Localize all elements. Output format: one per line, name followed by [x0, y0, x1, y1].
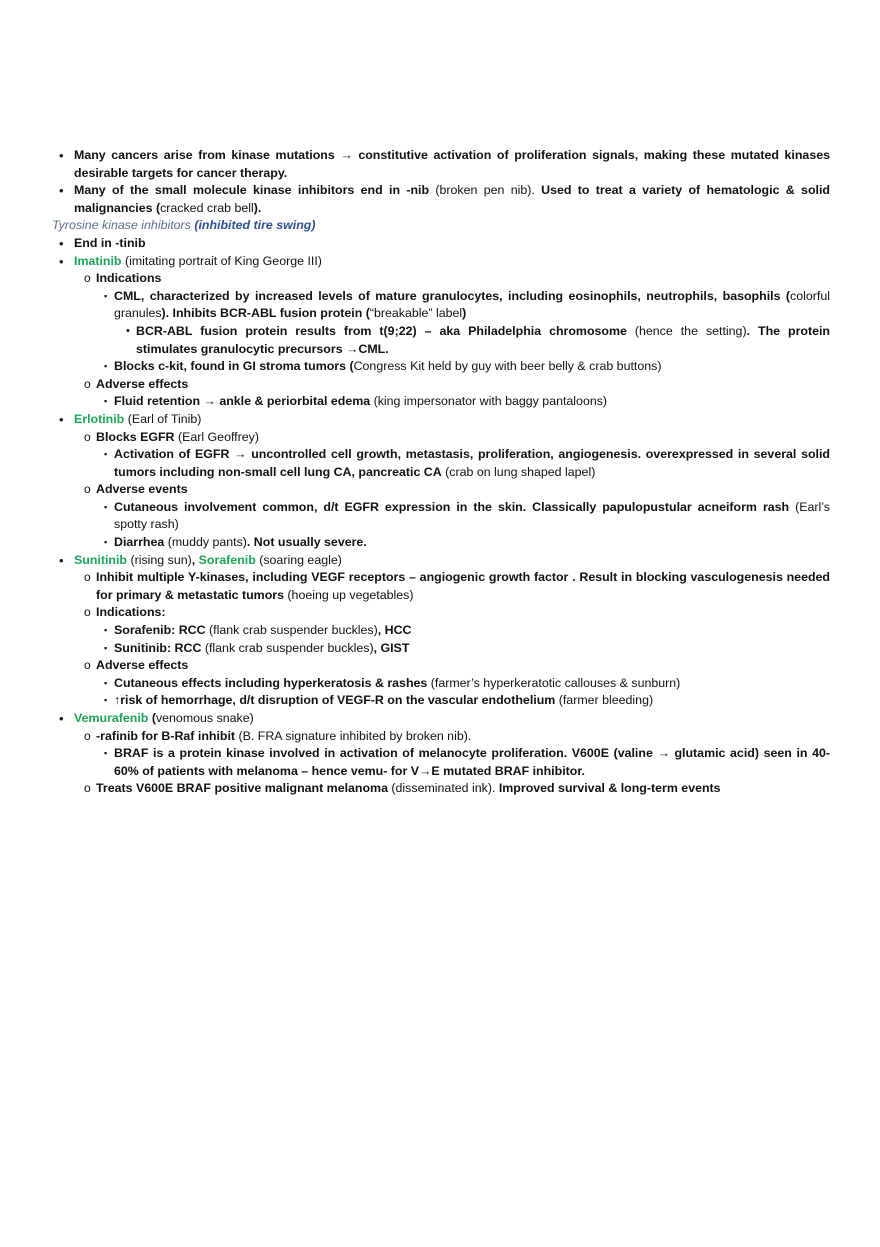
mnemonic-text: cracked crab bell — [160, 200, 254, 215]
subheading: Adverse events — [96, 482, 188, 497]
fact-text: , GIST — [373, 640, 410, 655]
drug-item-imatinib — [52, 253, 830, 271]
list-item — [52, 534, 830, 552]
list-item — [52, 182, 830, 217]
intro-kinase-mutations: Many cancers arise from kinase mutations → constitutive activation of proliferation signals, making these mutated kinases desirable targets for cancer therapy. — [74, 148, 830, 180]
fact-text: BRAF is a protein kinase involved in activation of melanocyte proliferation. V600E (valine → glutamic acid) seen in 40-60% of patients with melanoma – hence vemu- for V→E mutated BRAF inhibitor. — [114, 746, 830, 778]
mnemonic-text: (crab on lung shaped lapel) — [441, 464, 596, 479]
section-title: Tyrosine kinase inhibitors — [52, 218, 195, 233]
mnemonic-text: (flank crab suspender buckles) — [201, 640, 374, 655]
bullet: ▪ — [104, 290, 108, 301]
punctuation: ) — [462, 306, 467, 321]
bullet: • — [59, 711, 64, 726]
list-item — [52, 622, 830, 640]
bullet: o — [84, 658, 91, 673]
drug-item-vemurafenib — [52, 710, 830, 728]
mnemonic-text: (imitating portrait of King George III) — [121, 253, 322, 268]
bullet: ▪ — [104, 501, 108, 512]
fact-text: Cutaneous involvement common, d/t EGFR expression in the skin. Classically papulopustular acneiform rash — [114, 499, 790, 514]
drug-item-erlotinib — [52, 411, 830, 429]
fact-text: Cutaneous effects including hyperkeratosis & rashes — [114, 675, 428, 690]
subheading: Indications — [96, 271, 162, 286]
punctuation: ( — [148, 711, 156, 725]
list-item — [52, 235, 830, 253]
drug-item-sunitinib-sorafenib — [52, 552, 830, 570]
bullet: • — [59, 235, 64, 251]
list-item — [52, 358, 830, 376]
bullet: ▪ — [104, 695, 108, 706]
bullet: • — [126, 324, 130, 337]
fact-text: Improved survival & long-term events — [498, 781, 721, 796]
bullet: ▪ — [104, 642, 108, 653]
bullet: ▪ — [104, 625, 108, 636]
bullet: o — [84, 728, 91, 743]
section-mnemonic: (inhibited tire swing) — [194, 218, 316, 233]
fact-text: Diarrhea — [114, 535, 165, 550]
list-item — [52, 604, 830, 622]
fact-text: BCR-ABL fusion protein results from t(9;22) – aka Philadelphia chromosome — [136, 323, 627, 338]
subheading: Adverse effects — [96, 658, 189, 673]
fact-text: Fluid retention → ankle & periorbital edema — [114, 394, 371, 409]
list-item — [52, 745, 830, 780]
fact-text: Inhibit multiple Y-kinases, including VEGF receptors – angiogenic growth factor . Result in blocking vasculogenesis needed for primary & metastatic tumors — [96, 570, 830, 602]
mnemonic-text: (hence the setting) — [626, 323, 747, 338]
fact-text: Activation of EGFR → uncontrolled cell growth, metastasis, proliferation, angiogenesis. overexpressed in several solid tumors including non-small cell lung CA, pancreatic CA — [114, 447, 830, 479]
bullet: ▪ — [104, 449, 108, 460]
fact-text: Sorafenib: RCC — [114, 623, 206, 638]
section-heading — [52, 217, 830, 235]
fact-text: Treats V600E BRAF positive malignant melanoma — [96, 781, 388, 796]
bullet: ▪ — [104, 677, 108, 688]
mnemonic-text: (soaring eagle) — [255, 552, 342, 567]
fact-text: ↑risk of hemorrhage, d/t disruption of VEGF-R on the vascular endothelium — [114, 693, 556, 708]
fact-text: -rafinib for B-Raf inhibit — [96, 728, 236, 743]
drug-name: Sorafenib — [198, 552, 256, 567]
intro-uses: Used to treat a variety of hematologic & solid malignancies ( — [74, 183, 830, 215]
bullet: o — [84, 781, 91, 796]
list-item — [52, 728, 830, 746]
bullet: • — [59, 411, 64, 427]
bullet: ▪ — [104, 748, 108, 759]
bullet: o — [84, 271, 91, 286]
mnemonic-text: (Earl of Tinib) — [124, 411, 202, 426]
list-item — [52, 429, 830, 447]
mnemonic-text: (farmer bleeding) — [555, 693, 654, 708]
mnemonic-text: (rising sun) — [127, 552, 192, 567]
drug-name: Sunitinib — [74, 552, 127, 567]
bullet: • — [59, 253, 64, 269]
bullet: o — [84, 570, 91, 585]
bullet: • — [59, 183, 64, 199]
mnemonic-text: (farmer’s hyperkeratotic callouses & sunburn) — [427, 675, 681, 690]
fact-text: . The protein stimulates granulocytic precursors →CML. — [136, 323, 830, 356]
mnemonic-text: venomous snake) — [155, 711, 254, 725]
mnemonic-text: (flank crab suspender buckles) — [205, 623, 378, 638]
drug-name: Vemurafenib — [74, 711, 149, 725]
list-item — [52, 481, 830, 499]
bullet: o — [84, 482, 91, 497]
list-item — [52, 323, 830, 358]
bullet: ▪ — [104, 396, 108, 407]
list-item — [52, 692, 830, 710]
subheading: Indications: — [96, 605, 166, 620]
bullet: • — [59, 552, 64, 568]
drug-name: Erlotinib — [74, 411, 125, 426]
mnemonic-text: (broken pen nib). — [429, 183, 542, 198]
bullet: o — [84, 429, 91, 444]
intro-nib-suffix: Many of the small molecule kinase inhibitors end in -nib — [74, 183, 430, 198]
list-item — [52, 675, 830, 693]
list-item — [52, 569, 830, 604]
mnemonic-text: (B. FRA signature inhibited by broken nib). — [235, 728, 472, 743]
mnemonic-text: (king impersonator with baggy pantaloons) — [370, 394, 608, 409]
mnemonic-text: (Earl’s spotty rash) — [114, 499, 831, 532]
fact-text: ). Inhibits BCR-ABL fusion protein ( — [161, 306, 370, 321]
list-item — [52, 393, 830, 411]
list-item — [52, 499, 830, 534]
notes-body — [52, 147, 830, 798]
list-item — [52, 376, 830, 394]
subheading: Adverse effects — [96, 376, 189, 391]
fact-text: CML, characterized by increased levels of mature granulocytes, including eosinophils, neutrophils, basophils ( — [114, 288, 791, 303]
fact-text: Blocks EGFR — [96, 429, 175, 444]
list-item — [52, 640, 830, 658]
mnemonic-text: (disseminated ink). — [387, 781, 499, 796]
list-item — [52, 446, 830, 481]
fact-text: Blocks c-kit, found in GI stroma tumors ( — [114, 359, 354, 374]
mnemonic-text: (Earl Geoffrey) — [174, 429, 259, 444]
bullet: o — [84, 605, 91, 620]
bullet: o — [84, 376, 91, 391]
mnemonic-text: colorful granules — [114, 288, 830, 321]
mnemonic-text: (hoeing up vegetables) — [283, 587, 414, 602]
mnemonic-text: Congress Kit held by guy with beer belly & crab buttons) — [353, 359, 662, 374]
fact-text: Sunitinib: RCC — [114, 640, 202, 655]
fact-text: , HCC — [377, 623, 412, 638]
list-item — [52, 780, 830, 798]
punctuation: , — [191, 552, 199, 567]
drug-name: Imatinib — [74, 253, 122, 268]
list-item — [52, 288, 830, 323]
mnemonic-text: “breakable” label — [369, 306, 463, 321]
list-item — [52, 270, 830, 288]
list-item — [52, 657, 830, 675]
end-rule: End in -tinib — [74, 235, 146, 250]
bullet: • — [59, 148, 64, 163]
bullet: ▪ — [104, 537, 108, 548]
list-item — [52, 147, 830, 182]
bullet: ▪ — [104, 361, 108, 372]
mnemonic-text: (muddy pants) — [164, 535, 247, 550]
fact-text: . Not usually severe. — [246, 535, 367, 550]
punctuation: ). — [253, 200, 262, 215]
